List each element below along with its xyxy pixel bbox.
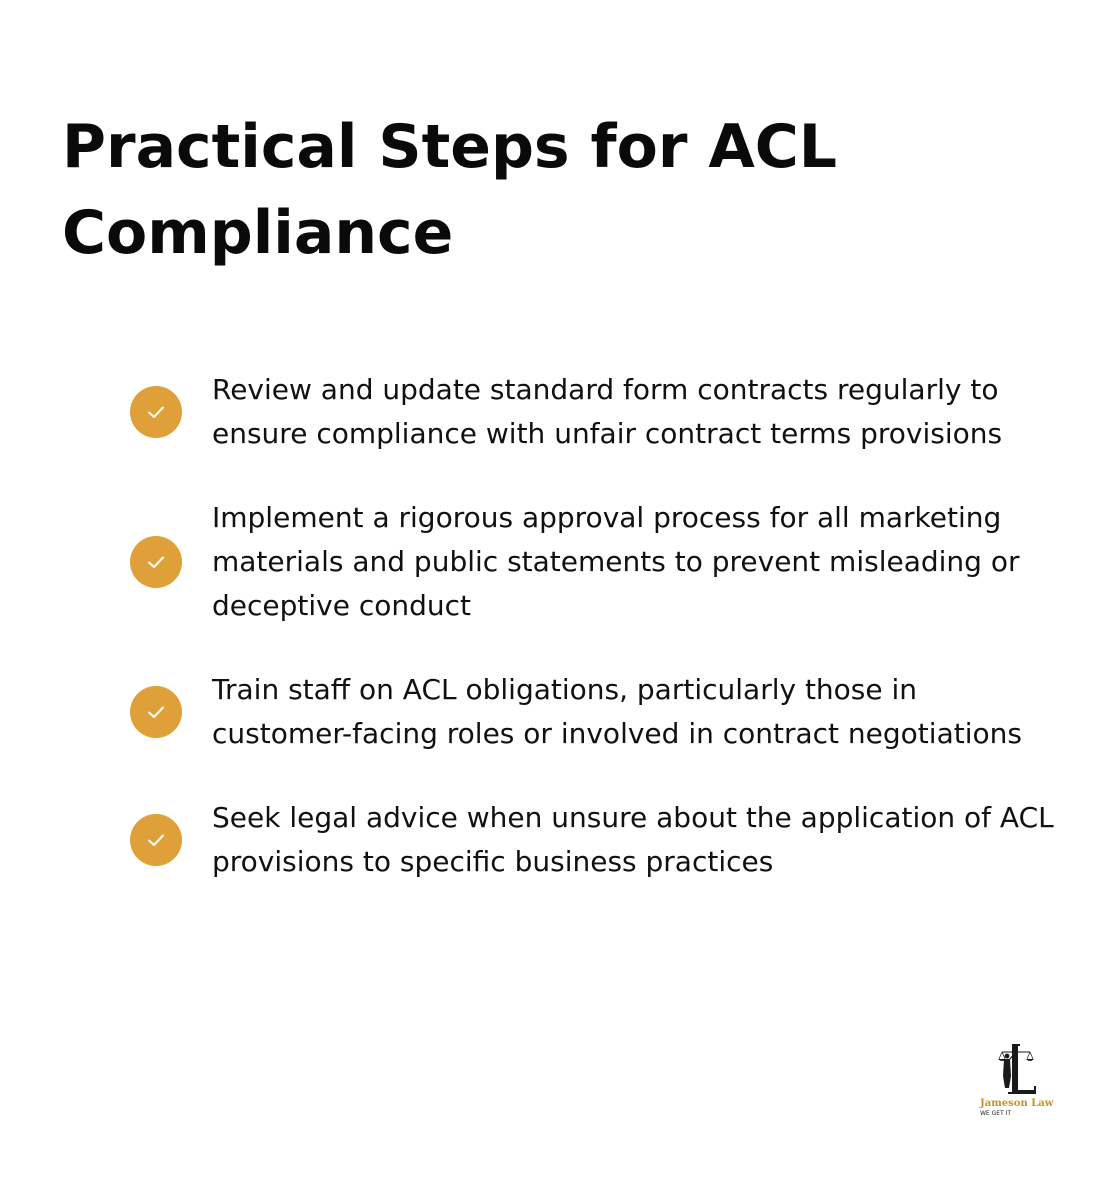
list-item-text: Train staff on ACL obligations, particularly those in customer-facing roles or involved in contract negotiations [212,673,1022,750]
logo-tagline: WE GET IT [980,1110,1012,1117]
list-item [130,796,1070,884]
page-title: Practical Steps for ACL Compliance [62,112,838,268]
list-item-text: Implement a rigorous approval process for all marketing materials and public statements to prevent misleading or deceptive conduct [212,501,1020,622]
check-icon [130,386,182,438]
list-item [130,668,1070,756]
logo-name: Jameson Law [980,1098,1054,1109]
list-item [130,368,1070,456]
steps-list [130,368,1070,924]
list-item-text: Review and update standard form contracts regularly to ensure compliance with unfair contract terms provisions [212,373,1003,450]
justice-statue-icon [994,1042,1038,1098]
list-item [130,496,1070,628]
check-icon [130,686,182,738]
check-icon [130,536,182,588]
company-logo [976,1042,1060,1122]
list-item-text: Seek legal advice when unsure about the application of ACL provisions to specific business practices [212,801,1054,878]
check-icon [130,814,182,866]
